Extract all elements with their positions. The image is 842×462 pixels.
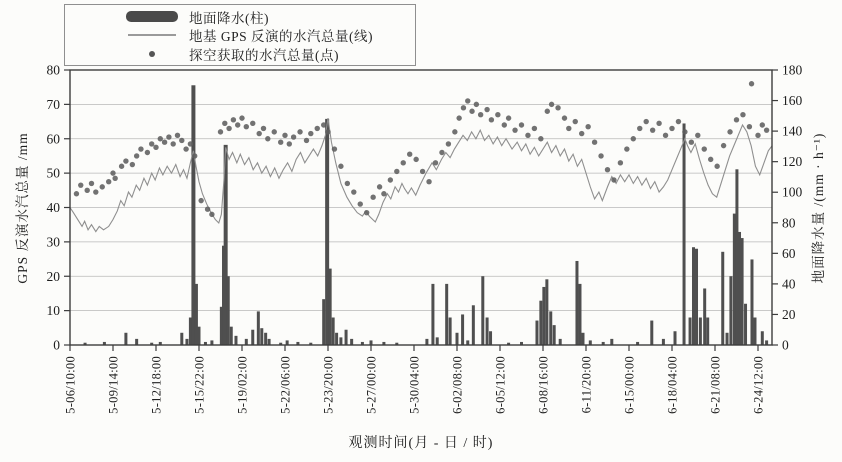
precip-bar [549, 311, 552, 345]
sonde-dot [452, 129, 457, 134]
precip-bar [257, 311, 260, 345]
sonde-dot [388, 177, 393, 182]
sonde-dot [364, 210, 369, 215]
sonde-dot [474, 102, 479, 107]
y-right-tick-label: 20 [782, 306, 796, 322]
precip-bar [744, 304, 747, 345]
sonde-dot [656, 121, 661, 126]
x-tick-label: 5-15/22:00 [192, 356, 207, 414]
precip-bar [721, 252, 724, 345]
precip-bar [692, 247, 695, 345]
sonde-dot [171, 141, 176, 146]
precip-bar [542, 287, 545, 345]
legend-label-gps-line: 地基 GPS 反演的水汽总量(线) [189, 29, 374, 44]
sonde-dot [682, 129, 687, 134]
sonde-dot [495, 112, 500, 117]
sonde-dot [188, 141, 193, 146]
sonde-dot [585, 124, 590, 129]
sonde-dot [644, 119, 649, 124]
sonde-dot [304, 138, 309, 143]
sonde-dot [624, 146, 629, 151]
y-left-tick-label: 20 [46, 268, 60, 284]
y-left-tick-label: 0 [53, 337, 60, 353]
precip-bar [472, 305, 475, 345]
sonde-dot [370, 194, 375, 199]
x-tick-label: 5-06/10:00 [63, 356, 78, 414]
sonde-dot-swatch-icon [149, 51, 155, 57]
sonde-dot [85, 188, 90, 193]
precip-bar [735, 169, 738, 345]
sonde-dot [506, 115, 511, 120]
precip-bar [329, 269, 332, 345]
precip-bar [545, 279, 548, 345]
sonde-dot [631, 136, 636, 141]
sonde-dot [407, 152, 412, 157]
sonde-dot [663, 133, 668, 138]
sonde-dot [112, 176, 117, 181]
sonde-dot [446, 141, 451, 146]
sonde-dot [235, 122, 240, 127]
sonde-dot [734, 117, 739, 122]
legend-item-sonde-points [123, 45, 411, 63]
precip-bar [578, 284, 581, 345]
precip-bar [610, 339, 613, 345]
precip-bar [264, 333, 267, 345]
legend [64, 4, 416, 66]
precip-bar [539, 301, 542, 345]
sonde-dot [244, 124, 249, 129]
sonde-dot [179, 138, 184, 143]
y-right-tick-label: 100 [782, 184, 803, 200]
sonde-dot [315, 126, 320, 131]
sonde-dot [325, 129, 330, 134]
precip-bar [425, 339, 428, 345]
sonde-dot [138, 146, 143, 151]
x-tick-label: 6-24/12:00 [751, 356, 766, 414]
precip-bar [191, 85, 195, 345]
sonde-dot [272, 129, 277, 134]
precip-bar [481, 276, 484, 345]
sonde-dot [106, 179, 111, 184]
sonde-dot [598, 153, 603, 158]
sonde-dot [519, 122, 524, 127]
precip-bar [486, 318, 489, 346]
precip-bar [339, 337, 342, 345]
sonde-dot [525, 133, 530, 138]
sonde-dot [345, 181, 350, 186]
sonde-dot [456, 115, 461, 120]
sonde-dot [394, 169, 399, 174]
precip-bar [761, 331, 764, 345]
y-right-tick-label: 0 [782, 337, 789, 353]
precip-bar [195, 284, 198, 345]
sonde-dot [89, 181, 94, 186]
sonde-dot [489, 117, 494, 122]
sonde-dot [162, 139, 167, 144]
precip-bar [180, 333, 183, 345]
sonde-dot [257, 131, 262, 136]
sonde-dot [740, 112, 745, 117]
precip-bar [198, 327, 201, 345]
sonde-dot [484, 107, 489, 112]
precip-bar [322, 299, 325, 345]
precip-bar [726, 333, 729, 345]
precip-bar [332, 318, 335, 346]
y-tick-labels-right [782, 63, 803, 353]
precip-bar [703, 288, 706, 345]
sonde-dot [231, 117, 236, 122]
precip-bar-swatch-icon [126, 11, 178, 22]
precip-bar [431, 284, 434, 345]
precip-bar [251, 330, 254, 345]
sonde-dot [166, 134, 171, 139]
sonde-dot [714, 164, 719, 169]
y-left-tick-label: 40 [46, 200, 60, 215]
precip-bar [350, 339, 353, 345]
sonde-dot [149, 141, 154, 146]
sonde-dot [721, 143, 726, 148]
sonde-dot [465, 98, 470, 103]
sonde-dot [605, 167, 610, 172]
precip-bar [535, 321, 538, 345]
sonde-dot [100, 184, 105, 189]
sonde-dot [566, 126, 571, 131]
y-right-tick-label: 180 [782, 62, 803, 78]
y-right-tick-label: 120 [782, 154, 803, 170]
sonde-dot [469, 109, 474, 114]
precip-bar [699, 318, 702, 346]
sonde-dot [332, 146, 337, 151]
precip-bar [185, 339, 188, 345]
x-tick-label: 6-11/20:00 [579, 356, 594, 414]
sonde-dot [130, 162, 135, 167]
sonde-dot [478, 112, 483, 117]
precip-bar [706, 318, 709, 346]
sonde-dot [727, 129, 732, 134]
legend-item-precip [123, 8, 411, 26]
sonde-dot [650, 127, 655, 132]
precip-bar [559, 339, 562, 345]
sonde-dot [308, 131, 313, 136]
sonde-dot [545, 109, 550, 114]
sonde-dot [209, 212, 214, 217]
precip-bar [245, 339, 248, 345]
sonde-dot [282, 133, 287, 138]
ticks-layer [64, 70, 778, 351]
precip-bar [449, 318, 452, 346]
x-tick-label: 6-21/08:00 [708, 356, 723, 414]
sonde-dot [764, 127, 769, 132]
y-left-tick-label: 10 [46, 303, 60, 319]
precip-bar [689, 318, 692, 346]
y-left-tick-label: 50 [46, 165, 60, 181]
precip-bar [683, 123, 686, 345]
precip-bar [575, 261, 578, 345]
sonde-dot [226, 126, 231, 131]
sonde-dot [439, 150, 444, 155]
x-tick-label: 6-02/08:00 [450, 356, 465, 414]
precip-bar [124, 333, 127, 345]
precip-bar [234, 336, 237, 345]
sonde-dot [287, 141, 292, 146]
sonde-dot [239, 115, 244, 120]
y-left-tick-label: 60 [46, 131, 60, 147]
precip-bar [674, 331, 677, 345]
x-tick-label: 6-15/00:00 [622, 356, 637, 414]
precip-bar [581, 333, 584, 345]
precip-bar [461, 314, 464, 345]
precip-bar [738, 232, 741, 345]
sonde-dot [413, 157, 418, 162]
sonde-dot [637, 126, 642, 131]
x-tick-label: 5-22/06:00 [278, 356, 293, 414]
sonde-dot [291, 134, 296, 139]
precip-bar [345, 330, 348, 345]
y-right-tick-label: 60 [782, 245, 796, 261]
sonde-dot [192, 153, 197, 158]
precip-bar [325, 119, 329, 345]
sonde-dot [755, 133, 760, 138]
sonde-dot [562, 115, 567, 120]
sonde-dot [502, 122, 507, 127]
sonde-dot [676, 119, 681, 124]
sonde-dot [145, 150, 150, 155]
x-axis-title: 观测时间(月 - 日 / 时) [348, 436, 494, 451]
precip-bar [456, 333, 459, 345]
sonde-dot [420, 169, 425, 174]
sonde-dot [175, 133, 180, 138]
sonde-dot [555, 105, 560, 110]
y-right-tick-label: 160 [782, 93, 803, 109]
sonde-dot [579, 131, 584, 136]
precip-bars [84, 85, 769, 345]
x-tick-label: 5-19/02:00 [235, 356, 250, 414]
precip-bar [135, 339, 138, 345]
x-tick-label: 6-18/04:00 [665, 356, 680, 414]
x-tick-label: 5-30/04:00 [407, 356, 422, 414]
sonde-dot [708, 157, 713, 162]
precip-bar [553, 325, 556, 345]
x-tick-label: 5-12/18:00 [149, 356, 164, 414]
sonde-dot [377, 184, 382, 189]
sonde-dot [532, 126, 537, 131]
sonde-dot [297, 129, 302, 134]
sonde-dot [669, 126, 674, 131]
sonde-dot [218, 129, 223, 134]
sonde-dot [183, 146, 188, 151]
precip-bar [695, 249, 698, 345]
y-right-tick-label: 80 [782, 215, 796, 231]
x-tick-label: 6-05/12:00 [493, 356, 508, 414]
legend-item-gps-line [123, 26, 411, 44]
sonde-dot [93, 189, 98, 194]
sonde-dot [158, 136, 163, 141]
sonde-dot [401, 160, 406, 165]
sonde-dot [119, 164, 124, 169]
precip-bar [741, 238, 744, 345]
sonde-dot [123, 158, 128, 163]
sonde-dot [512, 127, 517, 132]
sonde-dot [702, 146, 707, 151]
x-tick-label: 5-27/00:00 [364, 356, 379, 414]
sonde-dot [618, 160, 623, 165]
gps-line-swatch-icon [128, 34, 176, 36]
sonde-dot [205, 207, 210, 212]
y-axis-title-right: 地面降水量 /(mm · h⁻¹) [811, 132, 826, 284]
sonde-dot [222, 121, 227, 126]
y-left-tick-label: 70 [46, 96, 60, 112]
x-tick-label: 5-23/20:00 [321, 356, 336, 414]
sonde-dot [153, 145, 158, 150]
precip-bar [729, 276, 732, 345]
sonde-dot [760, 122, 765, 127]
precip-bar [268, 339, 271, 345]
precip-bar [445, 284, 448, 345]
sonde-dot [426, 179, 431, 184]
precip-bar [260, 328, 263, 345]
precip-bar [230, 327, 233, 345]
y-tick-labels-left [47, 63, 61, 353]
precip-bar [650, 321, 653, 345]
precip-bar [750, 259, 753, 345]
sonde-dot [592, 139, 597, 144]
sonde-dot [358, 201, 363, 206]
y-left-tick-label: 30 [46, 234, 60, 250]
precip-bar [227, 276, 230, 345]
y-right-tick-label: 40 [782, 276, 796, 292]
sonde-dot [611, 177, 616, 182]
sonde-dot [265, 136, 270, 141]
sonde-dot [78, 182, 83, 187]
sonde-dot [261, 126, 266, 131]
sonde-dot [689, 139, 694, 144]
sonde-dot [749, 81, 754, 86]
sonde-dot [433, 160, 438, 165]
sonde-dot [461, 105, 466, 110]
sonde-dot [747, 124, 752, 129]
sonde-dot [321, 122, 326, 127]
sonde-dot [573, 119, 578, 124]
legend-label-sonde-points: 探空获取的水汽总量(点) [189, 47, 339, 63]
precip-bar [489, 331, 492, 345]
x-tick-labels [64, 356, 766, 414]
sonde-dot [198, 198, 203, 203]
precip-bar [662, 339, 665, 345]
sonde-dot [110, 170, 115, 175]
precip-bar [733, 214, 736, 345]
y-axis-title-left: GPS 反演水汽总量 /mm [15, 132, 30, 284]
y-left-tick-label: 80 [46, 62, 60, 78]
x-tick-label: 5-09/14:00 [106, 356, 121, 414]
y-right-tick-label: 140 [782, 123, 803, 139]
sonde-dot [278, 139, 283, 144]
precip-bar [335, 333, 338, 345]
x-tick-label: 6-08/16:00 [536, 356, 551, 414]
sonde-dot [695, 133, 700, 138]
legend-label-precip: 地面降水(柱) [189, 10, 269, 26]
sonde-dot [538, 136, 543, 141]
sonde-dot [134, 153, 139, 158]
sonde-dots [74, 81, 770, 217]
sonde-dot [338, 164, 343, 169]
sonde-dot [351, 189, 356, 194]
precip-bar [753, 318, 756, 346]
sonde-dot [250, 121, 255, 126]
sonde-dot [549, 102, 554, 107]
precip-bar [436, 337, 439, 345]
sonde-dot [381, 191, 386, 196]
sonde-dot [74, 191, 79, 196]
